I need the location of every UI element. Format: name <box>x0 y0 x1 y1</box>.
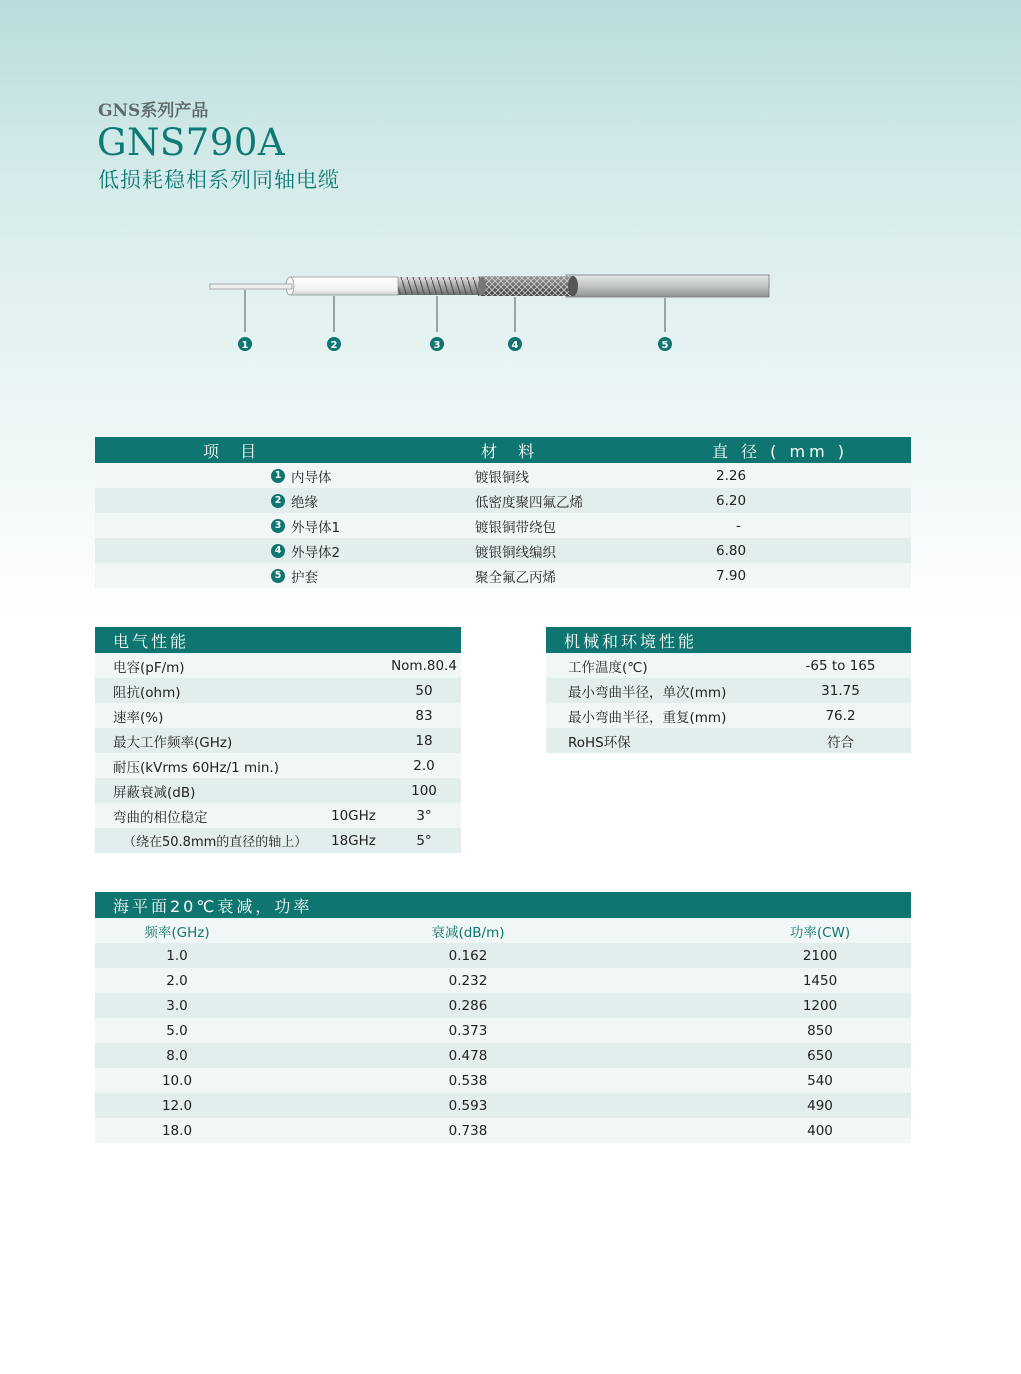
attenuation-value: 0.593 <box>259 1093 757 1118</box>
header-item: 项 目 <box>95 437 469 463</box>
table-row <box>95 563 911 588</box>
property-label: 耐压(kVrms 60Hz/1 min.) <box>95 753 331 778</box>
diameter-value: 7.90 <box>712 563 911 588</box>
property-value: 31.75 <box>770 678 911 703</box>
cable-diagram <box>0 260 1021 360</box>
property-label: 最小弯曲半径，单次(mm) <box>546 678 770 703</box>
table-row <box>95 538 911 563</box>
property-condition: 10GHz <box>331 803 387 828</box>
structure-table <box>95 437 911 588</box>
header-power: 功率(CW) <box>757 918 911 943</box>
property-condition <box>331 703 387 728</box>
property-condition <box>331 678 387 703</box>
item-name: 外导体1 <box>291 513 469 538</box>
attenuation-value: 0.162 <box>259 943 757 968</box>
material-name: 镀银铜带绕包 <box>469 513 712 538</box>
property-value: 3° <box>387 803 461 828</box>
marker-3 <box>430 337 444 351</box>
table-row <box>546 653 911 678</box>
electrical-title: 电气性能 <box>95 627 461 653</box>
header-material: 材 料 <box>469 437 712 463</box>
property-value: 76.2 <box>770 703 911 728</box>
jacket-layer <box>566 275 769 297</box>
table-row <box>95 1118 911 1143</box>
row-number-badge: 3 <box>271 519 285 533</box>
insulation-layer <box>286 277 398 295</box>
item-name: 护套 <box>291 563 469 588</box>
table-row <box>95 488 911 513</box>
power-value: 1200 <box>757 993 911 1018</box>
electrical-table <box>95 627 461 853</box>
property-value: -65 to 165 <box>770 653 911 678</box>
frequency-value: 10.0 <box>95 1068 259 1093</box>
table-row <box>95 678 461 703</box>
header-frequency: 频率(GHz) <box>95 918 259 943</box>
table-row <box>95 1068 911 1093</box>
structure-header <box>95 437 911 463</box>
property-label: 弯曲的相位稳定 <box>95 803 331 828</box>
attenuation-value: 0.232 <box>259 968 757 993</box>
row-number-badge: 5 <box>271 569 285 583</box>
table-row <box>95 753 461 778</box>
property-label: 电容(pF/m) <box>95 653 331 678</box>
attenuation-column-headers <box>95 918 911 943</box>
table-row <box>95 728 461 753</box>
svg-text:2: 2 <box>330 340 338 351</box>
diameter-value: 2.26 <box>712 463 911 488</box>
property-condition <box>331 653 387 678</box>
property-value: 符合 <box>770 728 911 753</box>
frequency-value: 12.0 <box>95 1093 259 1118</box>
power-value: 2100 <box>757 943 911 968</box>
property-value: 50 <box>387 678 461 703</box>
property-value: 2.0 <box>387 753 461 778</box>
item-name: 外导体2 <box>291 538 469 563</box>
property-label: 速率(%) <box>95 703 331 728</box>
property-label: 工作温度(℃) <box>546 653 770 678</box>
property-label: 最小弯曲半径，重复(mm) <box>546 703 770 728</box>
property-label: （绕在50.8mm的直径的轴上） <box>95 828 331 853</box>
material-name: 聚全氟乙丙烯 <box>469 563 712 588</box>
table-row <box>546 703 911 728</box>
svg-text:4: 4 <box>511 340 519 351</box>
diameter-value: 6.80 <box>712 538 911 563</box>
item-name: 绝缘 <box>291 488 469 513</box>
power-value: 850 <box>757 1018 911 1043</box>
property-condition <box>331 728 387 753</box>
table-row <box>95 943 911 968</box>
material-name: 镀银铜线编织 <box>469 538 712 563</box>
item-name: 内导体 <box>291 463 469 488</box>
material-name: 低密度聚四氟乙烯 <box>469 488 712 513</box>
table-row <box>95 513 911 538</box>
product-subtitle: 低损耗稳相系列同轴电缆 <box>98 168 340 192</box>
table-row <box>95 703 461 728</box>
property-condition: 18GHz <box>331 828 387 853</box>
row-number-badge: 2 <box>271 494 285 508</box>
svg-text:3: 3 <box>433 340 441 351</box>
power-value: 490 <box>757 1093 911 1118</box>
marker-1 <box>238 337 252 351</box>
power-value: 650 <box>757 1043 911 1068</box>
table-row <box>546 728 911 753</box>
property-label: RoHS环保 <box>546 728 770 753</box>
diameter-value: - <box>712 513 911 538</box>
property-value: 5° <box>387 828 461 853</box>
diameter-value: 6.20 <box>712 488 911 513</box>
marker-4 <box>508 337 522 351</box>
table-row <box>95 1093 911 1118</box>
property-value: Nom.80.4 <box>387 653 461 678</box>
attenuation-value: 0.478 <box>259 1043 757 1068</box>
table-row <box>95 803 461 828</box>
header-diameter: 直 径 ( mm ) <box>712 437 911 463</box>
mechanical-table <box>546 627 911 753</box>
table-row <box>546 678 911 703</box>
mechanical-title: 机械和环境性能 <box>546 627 911 653</box>
property-label: 最大工作频率(GHz) <box>95 728 331 753</box>
frequency-value: 2.0 <box>95 968 259 993</box>
attenuation-title: 海平面20℃衰减，功率 <box>95 892 911 918</box>
frequency-value: 8.0 <box>95 1043 259 1068</box>
frequency-value: 1.0 <box>95 943 259 968</box>
table-row <box>95 463 911 488</box>
property-value: 100 <box>387 778 461 803</box>
attenuation-value: 0.373 <box>259 1018 757 1043</box>
table-row <box>95 968 911 993</box>
material-name: 镀银铜线 <box>469 463 712 488</box>
property-condition <box>331 778 387 803</box>
tape-layer <box>396 277 486 295</box>
marker-5 <box>658 337 672 351</box>
inner-conductor <box>210 284 292 289</box>
attenuation-value: 0.738 <box>259 1118 757 1143</box>
property-value: 18 <box>387 728 461 753</box>
svg-text:5: 5 <box>661 340 669 351</box>
marker-2 <box>327 337 341 351</box>
power-value: 400 <box>757 1118 911 1143</box>
series-label: GNS系列产品 <box>98 101 209 121</box>
table-row <box>95 1043 911 1068</box>
product-model: GNS790A <box>97 121 286 164</box>
frequency-value: 5.0 <box>95 1018 259 1043</box>
table-row <box>95 993 911 1018</box>
row-number-badge: 1 <box>271 469 285 483</box>
frequency-value: 18.0 <box>95 1118 259 1143</box>
svg-text:1: 1 <box>241 340 249 351</box>
power-value: 1450 <box>757 968 911 993</box>
property-value: 83 <box>387 703 461 728</box>
table-row <box>95 778 461 803</box>
table-row <box>95 1018 911 1043</box>
header-attenuation: 衰减(dB/m) <box>259 918 757 943</box>
attenuation-value: 0.538 <box>259 1068 757 1093</box>
power-value: 540 <box>757 1068 911 1093</box>
table-row <box>95 653 461 678</box>
row-number-badge: 4 <box>271 544 285 558</box>
property-condition <box>331 753 387 778</box>
property-label: 屏蔽衰减(dB) <box>95 778 331 803</box>
attenuation-value: 0.286 <box>259 993 757 1018</box>
attenuation-table <box>95 892 911 1143</box>
braid-layer <box>478 276 578 296</box>
table-row <box>95 828 461 853</box>
frequency-value: 3.0 <box>95 993 259 1018</box>
property-label: 阻抗(ohm) <box>95 678 331 703</box>
